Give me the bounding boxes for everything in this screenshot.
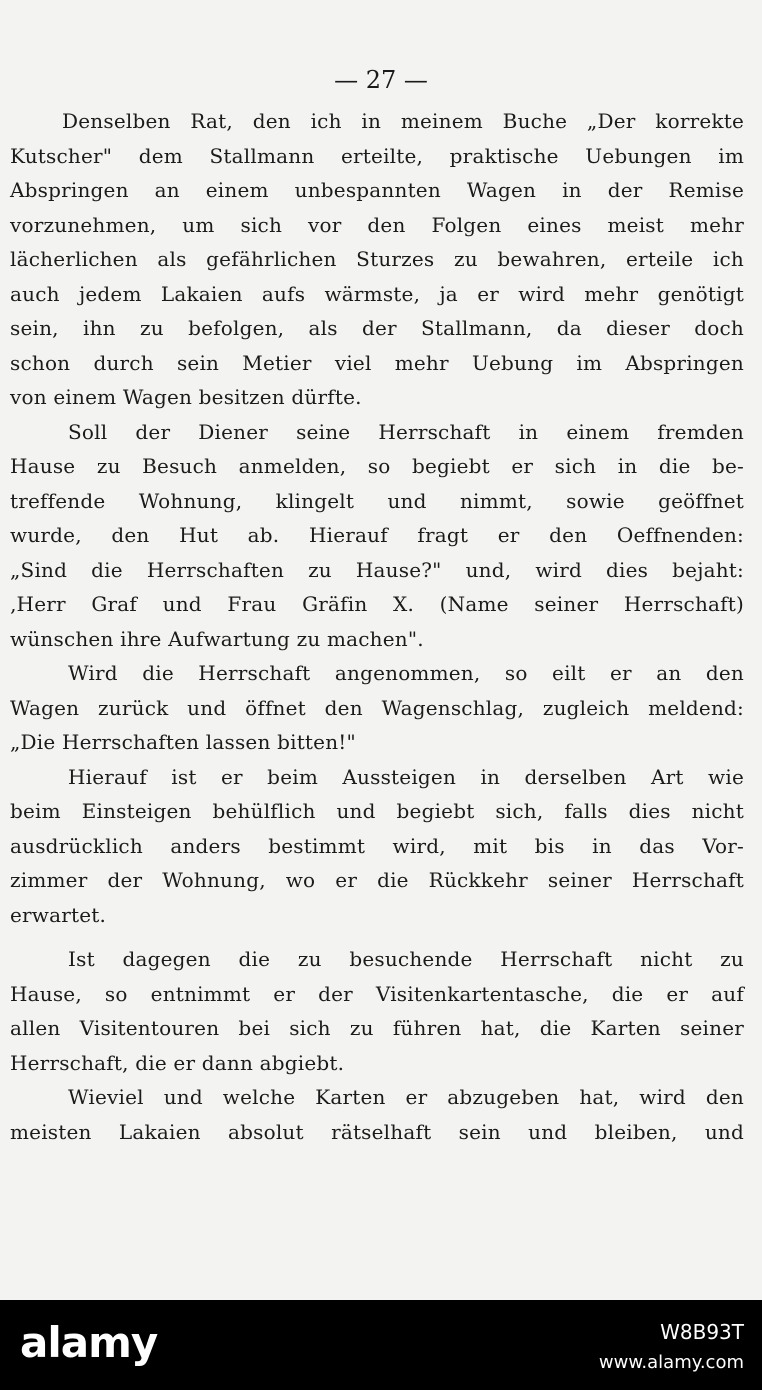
text-line: Wird die Herrschaft angenommen, so eilt er an den: [68, 661, 744, 685]
watermark-footer: [0, 1300, 762, 1390]
text-line: Hause zu Besuch anmelden, so begiebt er sich in die be-: [10, 454, 744, 478]
page-text: [10, 104, 744, 1149]
text-line: sein, ihn zu befolgen, als der Stallmann, da dieser doch: [10, 316, 744, 340]
text-line: treffende Wohnung, klingelt und nimmt, sowie geöffnet: [10, 488, 744, 513]
text-line: Kutscher" dem Stallmann erteilte, praktische Uebungen im: [10, 143, 744, 168]
text-line: Soll der Diener seine Herrschaft in einem fremden: [68, 419, 744, 444]
image-id: W8B93T: [660, 1320, 744, 1344]
text-line: meisten Lakaien absolut rätselhaft sein und bleiben, und: [10, 1119, 744, 1144]
page-number: — 27 —: [334, 66, 428, 94]
text-line: beim Einsteigen behülflich und begiebt sich, falls dies nicht: [10, 799, 744, 823]
text-line: Abspringen an einem unbespannten Wagen in der Remise: [10, 178, 744, 202]
text-line: „Die Herrschaften lassen bitten!": [10, 730, 356, 754]
text-line: wurde, den Hut ab. Hierauf fragt er den Oeffnenden:: [10, 523, 744, 547]
text-line: ausdrücklich anders bestimmt wird, mit bis in das Vor-: [10, 833, 744, 858]
text-line: Wagen zurück und öffnet den Wagenschlag, zugleich meldend:: [10, 695, 744, 720]
text-line: erwartet.: [10, 902, 107, 927]
text-line: von einem Wagen besitzen dürfte.: [10, 385, 362, 409]
text-line: vorzunehmen, um sich vor den Folgen eines meist mehr: [10, 212, 744, 237]
text-line: ‚Herr Graf und Frau Gräfin X. (Name seiner Herrschaft): [10, 592, 744, 616]
text-line: Denselben Rat, den ich in meinem Buche „Der korrekte: [62, 109, 744, 133]
text-line: wünschen ihre Aufwartung zu machen".: [10, 626, 424, 651]
text-line: allen Visitentouren bei sich zu führen hat, die Karten seiner: [10, 1016, 744, 1040]
text-line: Wieviel und welche Karten er abzugeben hat, wird den: [68, 1085, 744, 1109]
alamy-logo: alamy: [20, 1318, 158, 1367]
text-line: lächerlichen als gefährlichen Sturzes zu bewahren, erteile ich: [10, 247, 744, 271]
text-line: Ist dagegen die zu besuchende Herrschaft nicht zu: [68, 947, 744, 971]
site-url: www.alamy.com: [598, 1352, 744, 1373]
text-line: Hause, so entnimmt er der Visitenkartentasche, die er auf: [10, 981, 744, 1006]
text-line: „Sind die Herrschaften zu Hause?" und, wird dies bejaht:: [10, 557, 744, 582]
text-line: Hierauf ist er beim Aussteigen in derselben Art wie: [68, 764, 744, 789]
text-line: Herrschaft, die er dann abgiebt.: [10, 1050, 345, 1075]
text-line: schon durch sein Metier viel mehr Uebung im Abspringen: [10, 350, 744, 375]
text-line: zimmer der Wohnung, wo er die Rückkehr seiner Herrschaft: [10, 868, 744, 892]
text-line: auch jedem Lakaien aufs wärmste, ja er wird mehr genötigt: [10, 281, 744, 306]
